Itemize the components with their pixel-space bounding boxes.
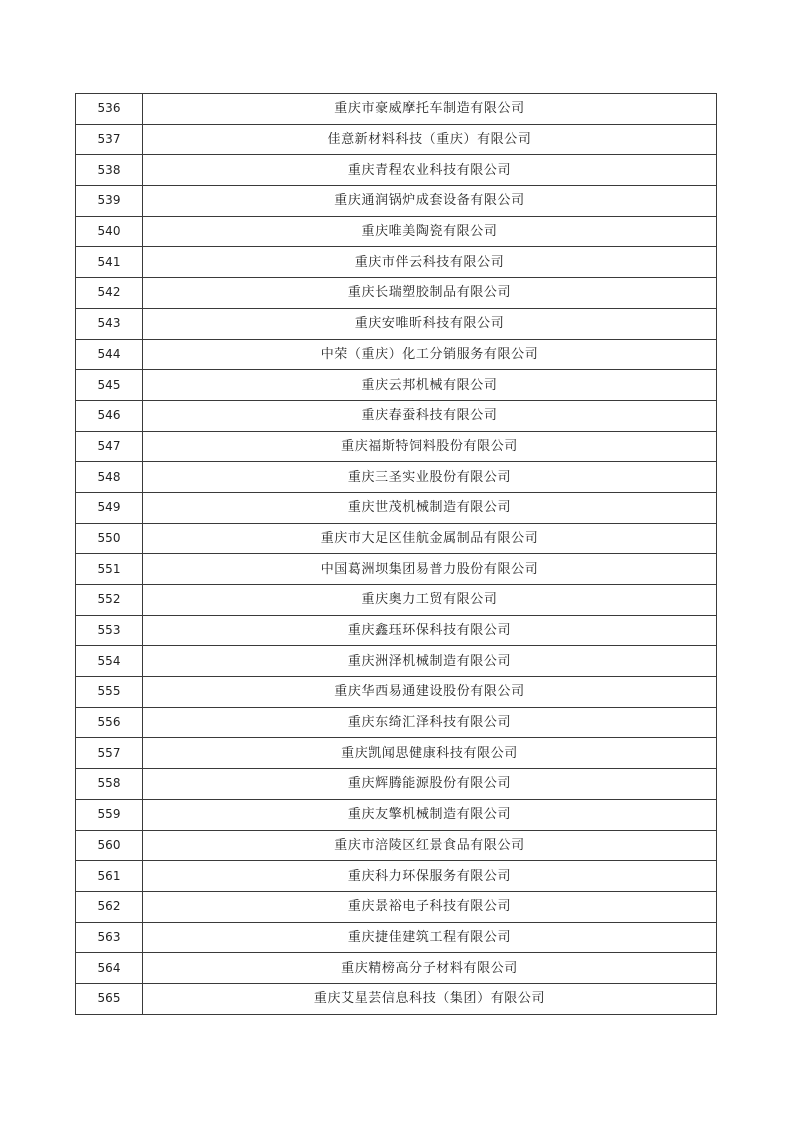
company-name: 重庆鑫珏环保科技有限公司 — [143, 615, 717, 646]
company-name: 重庆春蚕科技有限公司 — [143, 400, 717, 431]
row-number: 552 — [76, 585, 143, 616]
table-row — [76, 615, 717, 646]
table-row — [76, 247, 717, 278]
table-row — [76, 308, 717, 339]
table-row — [76, 339, 717, 370]
table-row — [76, 492, 717, 523]
table-row — [76, 400, 717, 431]
row-number: 556 — [76, 707, 143, 738]
table-row — [76, 278, 717, 309]
company-list-body — [76, 94, 717, 1015]
row-number: 544 — [76, 339, 143, 370]
company-name: 重庆捷佳建筑工程有限公司 — [143, 922, 717, 953]
row-number: 559 — [76, 799, 143, 830]
table-row — [76, 94, 717, 125]
row-number: 560 — [76, 830, 143, 861]
table-row — [76, 799, 717, 830]
company-name: 重庆云邦机械有限公司 — [143, 370, 717, 401]
company-name: 重庆通润锅炉成套设备有限公司 — [143, 186, 717, 217]
row-number: 558 — [76, 769, 143, 800]
row-number: 557 — [76, 738, 143, 769]
table-row — [76, 922, 717, 953]
row-number: 551 — [76, 554, 143, 585]
company-name: 重庆精榜高分子材料有限公司 — [143, 953, 717, 984]
table-row — [76, 216, 717, 247]
company-name: 重庆艾星芸信息科技（集团）有限公司 — [143, 983, 717, 1014]
row-number: 537 — [76, 124, 143, 155]
table-row — [76, 124, 717, 155]
company-name: 重庆青程农业科技有限公司 — [143, 155, 717, 186]
row-number: 542 — [76, 278, 143, 309]
table-row — [76, 830, 717, 861]
row-number: 547 — [76, 431, 143, 462]
table-row — [76, 707, 717, 738]
table-row — [76, 370, 717, 401]
company-name: 中荣（重庆）化工分销服务有限公司 — [143, 339, 717, 370]
table-row — [76, 462, 717, 493]
row-number: 543 — [76, 308, 143, 339]
row-number: 548 — [76, 462, 143, 493]
company-name: 中国葛洲坝集团易普力股份有限公司 — [143, 554, 717, 585]
table-row — [76, 523, 717, 554]
company-name: 重庆市伴云科技有限公司 — [143, 247, 717, 278]
row-number: 541 — [76, 247, 143, 278]
row-number: 565 — [76, 983, 143, 1014]
row-number: 553 — [76, 615, 143, 646]
table-row — [76, 677, 717, 708]
company-name: 佳意新材料科技（重庆）有限公司 — [143, 124, 717, 155]
table-row — [76, 646, 717, 677]
company-name: 重庆市豪威摩托车制造有限公司 — [143, 94, 717, 125]
row-number: 546 — [76, 400, 143, 431]
company-name: 重庆景裕电子科技有限公司 — [143, 891, 717, 922]
row-number: 564 — [76, 953, 143, 984]
row-number: 549 — [76, 492, 143, 523]
company-name: 重庆世茂机械制造有限公司 — [143, 492, 717, 523]
row-number: 562 — [76, 891, 143, 922]
row-number: 539 — [76, 186, 143, 217]
row-number: 550 — [76, 523, 143, 554]
company-name: 重庆奥力工贸有限公司 — [143, 585, 717, 616]
table-row — [76, 861, 717, 892]
row-number: 545 — [76, 370, 143, 401]
row-number: 554 — [76, 646, 143, 677]
row-number: 536 — [76, 94, 143, 125]
table-row — [76, 891, 717, 922]
table-row — [76, 953, 717, 984]
company-name: 重庆三圣实业股份有限公司 — [143, 462, 717, 493]
company-name: 重庆安唯昕科技有限公司 — [143, 308, 717, 339]
table-row — [76, 431, 717, 462]
table-row — [76, 738, 717, 769]
company-name: 重庆华西易通建设股份有限公司 — [143, 677, 717, 708]
company-list-table — [75, 93, 717, 1015]
company-name: 重庆科力环保服务有限公司 — [143, 861, 717, 892]
table-row — [76, 983, 717, 1014]
company-name: 重庆友擎机械制造有限公司 — [143, 799, 717, 830]
company-name: 重庆凯闻思健康科技有限公司 — [143, 738, 717, 769]
table-row — [76, 769, 717, 800]
row-number: 561 — [76, 861, 143, 892]
company-name: 重庆辉腾能源股份有限公司 — [143, 769, 717, 800]
company-name: 重庆洲泽机械制造有限公司 — [143, 646, 717, 677]
company-name: 重庆东绮汇泽科技有限公司 — [143, 707, 717, 738]
table-row — [76, 155, 717, 186]
company-name: 重庆唯美陶瓷有限公司 — [143, 216, 717, 247]
table-row — [76, 186, 717, 217]
table-row — [76, 585, 717, 616]
row-number: 555 — [76, 677, 143, 708]
company-name: 重庆长瑞塑胶制品有限公司 — [143, 278, 717, 309]
company-name: 重庆市大足区佳航金属制品有限公司 — [143, 523, 717, 554]
company-name: 重庆市涪陵区红景食品有限公司 — [143, 830, 717, 861]
table-row — [76, 554, 717, 585]
row-number: 540 — [76, 216, 143, 247]
row-number: 563 — [76, 922, 143, 953]
company-name: 重庆福斯特饲料股份有限公司 — [143, 431, 717, 462]
row-number: 538 — [76, 155, 143, 186]
